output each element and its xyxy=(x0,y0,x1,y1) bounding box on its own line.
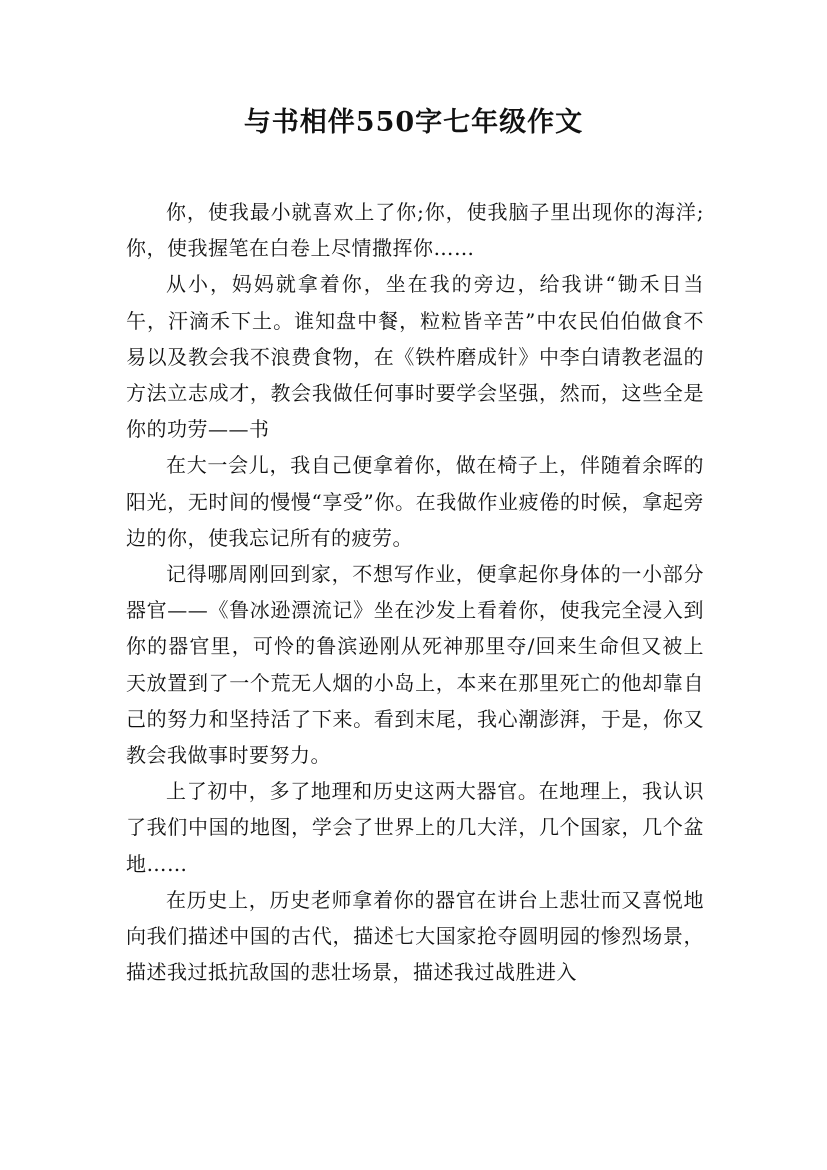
document-title: 与书相伴550字七年级作文 xyxy=(243,107,584,138)
paragraph: 在历史上，历史老师拿着你的器官在讲台上悲壮而又喜悦地向我们描述中国的古代，描述七大国家抢夺圆明园的惨烈场景，描述我过抵抗敌国的悲壮场景，描述我过战胜进入 xyxy=(126,887,704,985)
paragraph: 在大一会儿，我自己便拿着你，做在椅子上，伴随着余晖的阳光，无时间的慢慢“享受”你。在我做作业疲倦的时候，拿起旁边的你，使我忘记所有的疲劳。 xyxy=(126,453,704,550)
paragraph: 记得哪周刚回到家，不想写作业，便拿起你身体的一小部分器官——《鲁冰逊漂流记》坐在沙发上看着你，使我完全浸入到你的器官里，可怜的鲁滨逊刚从死神那里夺/回来生命但又被上天放置到了一个荒无人烟的小岛上，本来在那里死亡的他却靠自己的努力和坚持活了下来。看到末尾，我心潮澎湃，于是，你又教会我做事时要努力。 xyxy=(126,562,704,768)
paragraph: 你，使我最小就喜欢上了你;你，使我脑子里出现你的海洋;你，使我握笔在白卷上尽情撒挥你…… xyxy=(126,200,704,261)
paragraph: 从小，妈妈就拿着你，坐在我的旁边，给我讲“锄禾日当午，汗滴禾下土。谁知盘中餐，粒粒皆辛苦”中农民伯伯做食不易以及教会我不浪费食物，在《铁杵磨成针》中李白请教老温的方法立志成才，教会我做任何事时要学会坚强，然而，这些全是你的功劳——书 xyxy=(126,272,704,442)
paragraph: 上了初中，多了地理和历史这两大器官。在地理上，我认识了我们中国的地图，学会了世界上的几大洋，几个国家，几个盆地…… xyxy=(126,779,704,876)
document-body xyxy=(126,194,704,990)
